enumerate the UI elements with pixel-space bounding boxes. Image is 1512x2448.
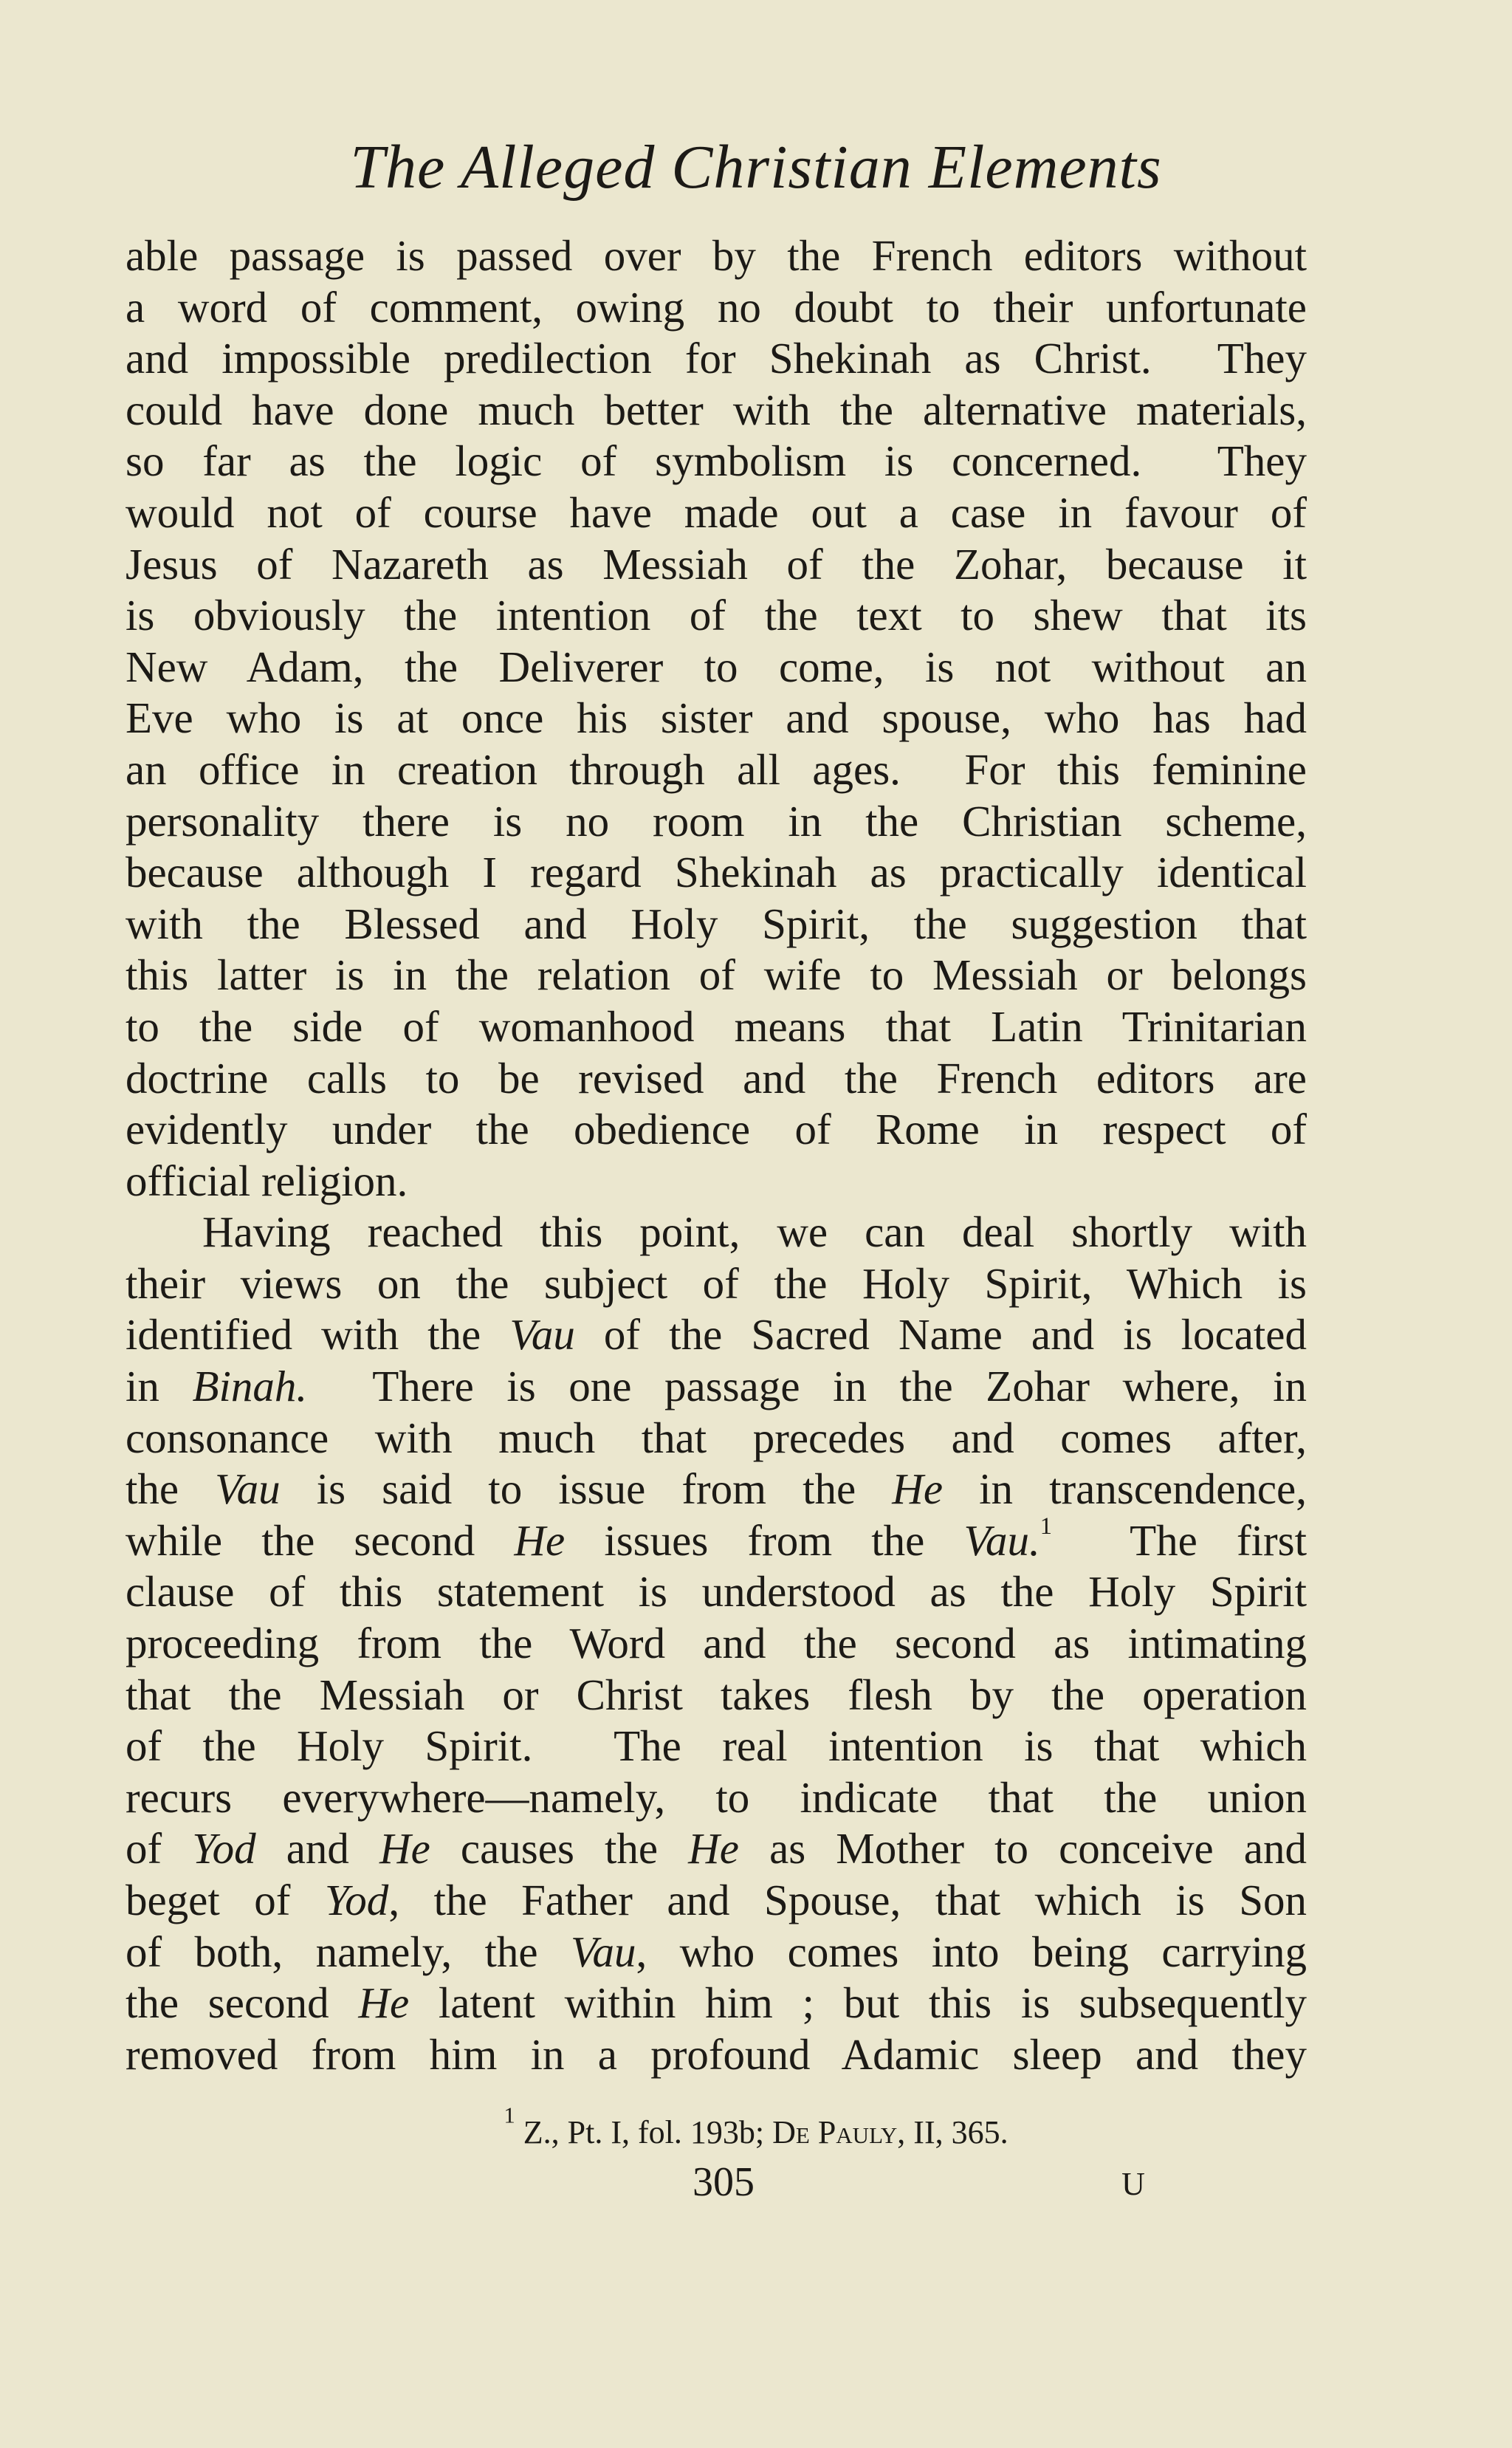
text-line: New Adam, the Deliverer to come, is not without an (126, 642, 1307, 691)
footnote-citation-end: , II, 365. (897, 2114, 1008, 2150)
text-line: a word of comment, owing no doubt to their unfortunate (126, 282, 1307, 332)
body-text (126, 230, 1307, 2080)
paragraph-start-line: Having reached this point, we can deal shortly with (202, 1207, 1307, 1257)
footnote-marker: 1 (504, 2102, 515, 2128)
text-line: identified with the Vau of the Sacred Name and is located (126, 1310, 1307, 1360)
text-line: and impossible predilection for Shekinah as Christ. They (126, 334, 1307, 383)
text-line: able passage is passed over by the French editors without (126, 231, 1307, 280)
text-line: the second He latent within him ; but this is subsequently (126, 1978, 1307, 2028)
text-line: an office in creation through all ages. For this feminine (126, 744, 1307, 794)
text-line: to the side of womanhood means that Latin Trinitarian (126, 1001, 1307, 1051)
paragraph-end-line: official religion. (126, 1156, 408, 1205)
text-line: Jesus of Nazareth as Messiah of the Zohar, because it (126, 539, 1307, 589)
text-line: is obviously the intention of the text to shew that its (126, 591, 1307, 640)
text-line: could have done much better with the alternative materials, (126, 385, 1307, 434)
text-line: this latter is in the relation of wife to Messiah or belongs (126, 950, 1307, 1000)
footnote-citation: Z., Pt. I, fol. 193b; (515, 2114, 773, 2150)
text-line: of the Holy Spirit. The real intention is that which (126, 1721, 1307, 1771)
text-line: proceeding from the Word and the second as intimating (126, 1619, 1307, 1668)
footnote-author: De Pauly (772, 2114, 898, 2150)
text-line: beget of Yod, the Father and Spouse, that which is Son (126, 1876, 1307, 1924)
text-line: would not of course have made out a case in favour of (126, 487, 1307, 537)
text-line: evidently under the obedience of Rome in respect of (126, 1105, 1307, 1154)
text-line: the Vau is said to issue from the He in transcendence, (126, 1464, 1307, 1514)
text-line: recurs everywhere—namely, to indicate that the union (126, 1772, 1307, 1822)
text-line: so far as the logic of symbolism is concerned. They (126, 436, 1307, 486)
text-line: of both, namely, the Vau, who comes into being carrying (126, 1927, 1307, 1976)
running-title: The Alleged Christian Elements (350, 133, 1162, 202)
text-line: their views on the subject of the Holy Spirit, Which is (126, 1258, 1307, 1308)
footnote-reference: 1 (1040, 1512, 1052, 1540)
text-line: removed from him in a profound Adamic sleep and they (126, 2029, 1307, 2079)
footnote (0, 2102, 1512, 2153)
text-line: consonance with much that precedes and comes after, (126, 1413, 1307, 1462)
signature-mark: U (1121, 2166, 1145, 2202)
page-number: 305 (693, 2159, 755, 2205)
text-line: clause of this statement is understood as the Holy Spirit (126, 1567, 1307, 1616)
text-line: with the Blessed and Holy Spirit, the suggestion that (126, 899, 1307, 948)
text-line: because although I regard Shekinah as practically identical (126, 848, 1307, 897)
text-line: personality there is no room in the Christian scheme, (126, 796, 1307, 846)
text-line: while the second He issues from the Vau.$^1$ The first (126, 1512, 1307, 1565)
text-line: doctrine calls to be revised and the French editors are (126, 1053, 1307, 1103)
text-line: of Yod and He causes the He as Mother to conceive and (126, 1824, 1307, 1873)
text-line: Eve who is at once his sister and spouse, who has had (126, 693, 1307, 743)
text-line: in Binah. There is one passage in the Zohar where, in (126, 1362, 1307, 1411)
text-line: that the Messiah or Christ takes flesh by the operation (126, 1670, 1307, 1719)
